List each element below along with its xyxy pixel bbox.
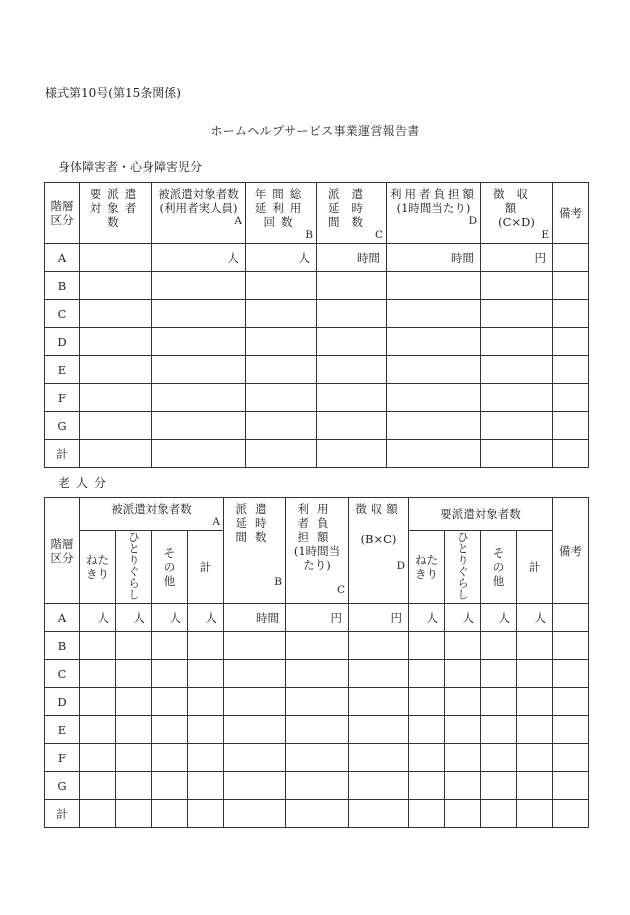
row-label: F: [45, 384, 80, 412]
row-label: G: [45, 772, 80, 800]
table-row: [45, 772, 589, 800]
header-remarks: 備考: [553, 498, 589, 604]
header-other-req: その他: [481, 531, 517, 604]
document-title: ホームヘルプサービス事業運営報告書: [210, 124, 420, 138]
table-row: [45, 744, 589, 772]
header-collected: 徴収額 (C×D) E: [481, 183, 553, 244]
table-row-total: [45, 440, 589, 468]
row-label: D: [45, 328, 80, 356]
row-label: 計: [45, 800, 80, 828]
table-row: [45, 384, 589, 412]
row-label: E: [45, 356, 80, 384]
row-label: C: [45, 660, 80, 688]
header-dispatch-hours: 派遣延時間数 C: [317, 183, 387, 244]
header-dispatched-count: 被派遣対象者数 (利用者実人員) A: [152, 183, 246, 244]
table-row: [45, 244, 589, 272]
section1-title: 身体障害者・心身障害児分: [58, 160, 203, 174]
row-label: 計: [45, 440, 80, 468]
header-other: その他: [152, 531, 188, 604]
header-tier: 階層区分: [45, 183, 80, 244]
cell-annual[interactable]: 人: [246, 244, 317, 272]
cell-remarks[interactable]: [553, 244, 589, 272]
table-row: A 人 人 人 人 時間 円 円 人 人 人 人: [45, 604, 589, 632]
table-row: [45, 272, 589, 300]
cell-hours2[interactable]: 時間: [387, 244, 481, 272]
table-row: [45, 300, 589, 328]
header-annual-usage: 年間総延利用回数 B: [246, 183, 317, 244]
table-row: [45, 660, 589, 688]
row-label: B: [45, 632, 80, 660]
table-row: [45, 632, 589, 660]
row-label: B: [45, 272, 80, 300]
cell-hours[interactable]: 時間: [317, 244, 387, 272]
table-row: [45, 716, 589, 744]
header-required-count: 要派遣対象者数: [409, 498, 553, 531]
row-label: G: [45, 412, 80, 440]
header-user-burden: 利用者負担額 (1時間当たり) C: [286, 498, 349, 604]
row-label: E: [45, 716, 80, 744]
header-total: 計: [188, 531, 224, 604]
header-required-count: 要派遣対象者数: [80, 183, 152, 244]
table-row: [45, 688, 589, 716]
header-bedridden-req: ねたきり: [409, 531, 445, 604]
header-dispatched-count: 被派遣対象者数 A: [80, 498, 224, 531]
row-label: C: [45, 300, 80, 328]
row-label: F: [45, 744, 80, 772]
cell-dispatched[interactable]: 人: [152, 244, 246, 272]
header-user-burden: 利用者負担額 (1時間当たり) D: [387, 183, 481, 244]
section2-title: 老人分: [58, 476, 113, 490]
header-remarks: 備考: [553, 183, 589, 244]
elderly-report-table: [44, 497, 589, 828]
header-living-alone-req: ひとりぐらし: [445, 531, 481, 604]
table-row: [45, 412, 589, 440]
table-row-total: [45, 800, 589, 828]
table-row: [45, 356, 589, 384]
form-number: 様式第10号(第15条関係): [45, 86, 181, 100]
disability-report-table: [44, 182, 589, 468]
header-living-alone: ひとりぐらし: [116, 531, 152, 604]
header-bedridden: ねたきり: [80, 531, 116, 604]
cell-required[interactable]: [80, 244, 152, 272]
row-label: D: [45, 688, 80, 716]
header-total-req: 計: [517, 531, 553, 604]
row-label: A: [45, 244, 80, 272]
cell-burden[interactable]: 円: [481, 244, 553, 272]
header-collected: 徴収額 (B×C) D: [349, 498, 409, 604]
header-tier: 階層区分: [45, 498, 80, 604]
header-dispatch-hours: 派遣延時間数 B: [224, 498, 286, 604]
table-row: [45, 328, 589, 356]
row-label: A: [45, 604, 80, 632]
